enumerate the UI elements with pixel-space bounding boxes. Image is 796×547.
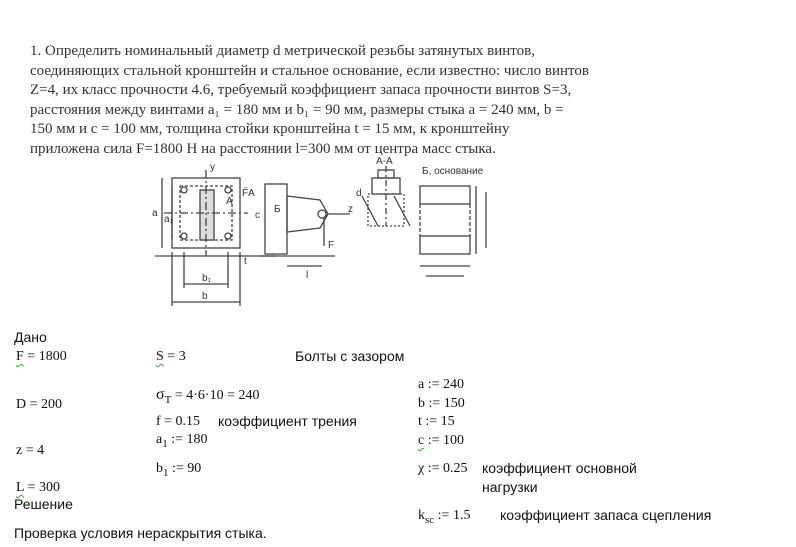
f-note: коэффициент трения bbox=[218, 413, 357, 429]
b1-expr: := 90 bbox=[168, 461, 202, 476]
problem-line-6: приложена сила F=1800 Н на расстоянии l=300 мм от центра масс стыка. bbox=[30, 140, 496, 157]
sigma-expr: = 4·6·10 = 240 bbox=[171, 388, 260, 403]
solution-header: Решение bbox=[14, 496, 73, 512]
sigma-symbol: σ bbox=[156, 386, 165, 403]
label-A: A bbox=[226, 196, 233, 207]
label-c: c bbox=[255, 210, 260, 221]
L-expr: = 300 bbox=[24, 480, 60, 495]
c-expr: := 100 bbox=[424, 433, 465, 448]
given-c[interactable] bbox=[418, 433, 464, 449]
S-name: S bbox=[156, 349, 164, 364]
label-z: z bbox=[348, 204, 353, 215]
ksc-expr: := 1.5 bbox=[434, 508, 471, 523]
given-a1[interactable] bbox=[156, 432, 208, 448]
problem-line-3: Z=4, их класс прочности 4.6, требуемый коэффициент запаса прочности винтов S=3, bbox=[30, 82, 572, 98]
problem-statement bbox=[30, 42, 630, 159]
b1-symbol: b bbox=[156, 461, 163, 476]
problem-line-2: соединяющих стальной кронштейн и стальное основание, если известно: число винтов bbox=[30, 62, 589, 79]
given-b1[interactable] bbox=[156, 461, 201, 477]
ksc-symbol: k bbox=[418, 508, 425, 523]
given-z[interactable]: z = 4 bbox=[16, 443, 45, 458]
F-expr: = 1800 bbox=[23, 349, 67, 364]
S-expr: = 3 bbox=[163, 349, 186, 364]
b1-subscript: 1 bbox=[163, 467, 169, 479]
a1-symbol: a bbox=[156, 432, 163, 447]
label-section: A-A bbox=[376, 156, 393, 167]
given-a[interactable]: a := 240 bbox=[418, 377, 464, 392]
solution-check: Проверка условия нераскрытия стыка. bbox=[14, 525, 267, 541]
L-name: L bbox=[16, 480, 25, 495]
label-y: y bbox=[210, 162, 215, 173]
c-name: c bbox=[418, 433, 425, 448]
problem-line-5: 150 мм и c = 100 мм, толщина стойки кронштейна t = 15 мм, к кронштейну bbox=[30, 121, 510, 137]
given-chi[interactable]: χ := 0.25 bbox=[418, 461, 468, 476]
problem-line-1: 1. Определить номинальный диаметр d метрической резьбы затянутых винтов, bbox=[30, 43, 535, 59]
bracket-drawing bbox=[150, 156, 510, 316]
given-sigma[interactable] bbox=[156, 386, 259, 404]
label-B: Б bbox=[274, 204, 281, 215]
given-b[interactable]: b := 150 bbox=[418, 396, 465, 411]
given-t[interactable]: t := 15 bbox=[418, 414, 455, 429]
label-FA: F̄A bbox=[242, 188, 255, 199]
ksc-note: коэффициент запаса сцепления bbox=[500, 507, 712, 523]
label-d: d bbox=[356, 188, 362, 199]
given-F[interactable] bbox=[16, 349, 67, 365]
given-f[interactable]: f = 0.15 bbox=[156, 414, 201, 429]
label-a1: a₁ bbox=[164, 214, 173, 225]
bolts-note: Болты с зазором bbox=[295, 348, 405, 364]
given-D[interactable]: D = 200 bbox=[16, 397, 63, 412]
label-t: t bbox=[244, 256, 247, 267]
label-a: a bbox=[152, 208, 158, 219]
chi-note-2: нагрузки bbox=[482, 479, 538, 495]
chi-note-1: коэффициент основной bbox=[482, 460, 637, 476]
given-ksc[interactable] bbox=[418, 508, 470, 524]
label-F: F bbox=[328, 240, 335, 251]
given-S[interactable] bbox=[156, 349, 186, 365]
given-header: Дано bbox=[14, 329, 47, 345]
label-l: l bbox=[306, 270, 309, 281]
problem-line-4: расстояния между винтами a₁ = 180 мм и b₁ = 90 мм, размеры стыка a = 240 мм, b = bbox=[30, 101, 564, 118]
label-b: b bbox=[202, 291, 208, 302]
F-name: F bbox=[16, 349, 24, 364]
a1-subscript: 1 bbox=[162, 438, 168, 450]
a1-expr: := 180 bbox=[167, 432, 208, 447]
given-L[interactable] bbox=[16, 480, 60, 496]
label-base: Б, основание bbox=[422, 166, 484, 177]
ksc-subscript: sc bbox=[425, 514, 435, 526]
sigma-subscript: T bbox=[164, 394, 172, 406]
label-b1: b₁ bbox=[202, 273, 211, 284]
